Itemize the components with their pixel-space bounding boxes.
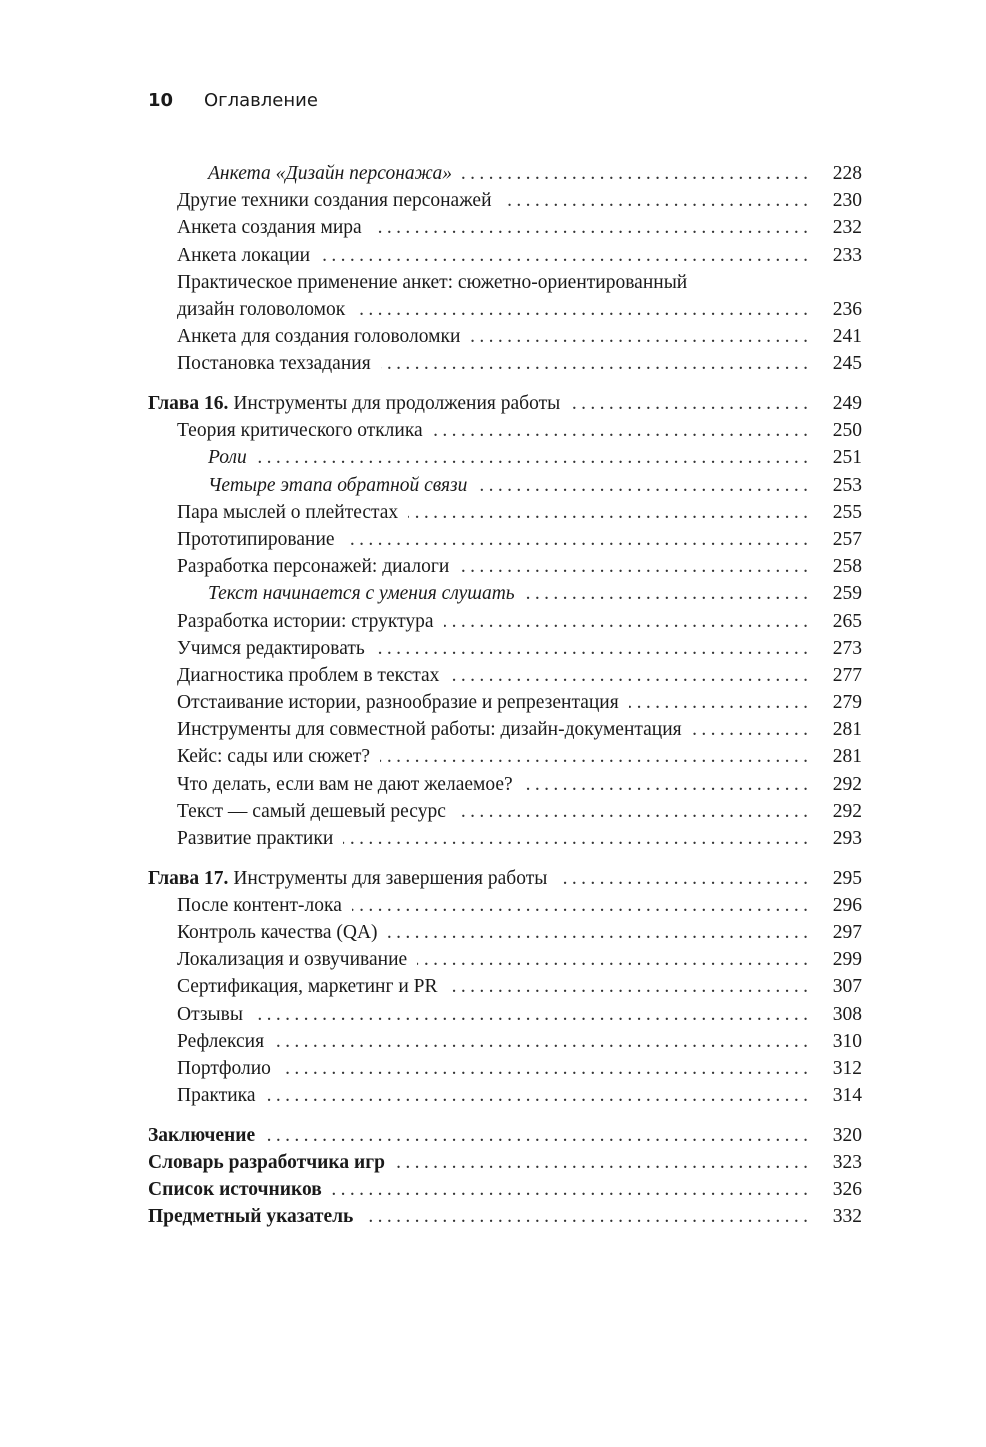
toc-entry[interactable] xyxy=(148,323,862,350)
toc-page-number: 245 xyxy=(832,353,862,375)
dot-leader xyxy=(253,1001,808,1028)
dot-leader xyxy=(381,350,808,377)
toc-entry[interactable] xyxy=(148,444,862,471)
toc-entry[interactable] xyxy=(148,472,862,499)
toc-entry-text: Текст — самый дешевый ресурс xyxy=(177,800,446,822)
dot-leader xyxy=(388,919,808,946)
toc-entry[interactable] xyxy=(148,892,862,919)
toc-entry-text: Разработка истории: структура xyxy=(177,610,434,632)
toc-page-number: 233 xyxy=(832,244,862,266)
toc-entry-text: Текст начинается с умения слушать xyxy=(208,583,515,605)
toc-entry-text: Анкета для создания головоломки xyxy=(177,326,461,348)
toc-page-number: 323 xyxy=(832,1152,862,1174)
toc-entry[interactable] xyxy=(148,825,862,852)
toc-entry-bold-label: Список источников xyxy=(148,1179,322,1201)
toc-entry-first-line: Практическое применение анкет: сюжетно-ориентированный xyxy=(177,271,688,293)
toc-entry-title xyxy=(148,1203,353,1230)
toc-group xyxy=(148,1122,862,1231)
toc-entry-text: Инструменты для продолжения работы xyxy=(228,393,561,414)
toc-entry-title xyxy=(177,892,342,919)
toc-entry-title xyxy=(177,798,446,825)
toc-entry-text: Диагностика проблем в текстах xyxy=(177,664,440,686)
toc-entry[interactable] xyxy=(148,1149,862,1176)
toc-entry-title xyxy=(177,1001,243,1028)
dot-leader xyxy=(372,214,808,241)
toc-entry[interactable] xyxy=(148,608,862,635)
toc-entry-text: Локализация и озвучивание xyxy=(177,949,408,971)
toc-entry-title xyxy=(177,716,682,743)
toc-entry-text: Что делать, если вам не дают желаемое? xyxy=(177,773,513,795)
toc-entry[interactable] xyxy=(148,1176,862,1203)
toc-entry-title xyxy=(177,242,310,269)
toc-page-number: 295 xyxy=(832,867,862,889)
dot-leader xyxy=(345,526,808,553)
toc-entry-title xyxy=(177,417,423,444)
toc-entry[interactable] xyxy=(148,214,862,241)
toc-entry[interactable] xyxy=(148,187,862,214)
toc-entry-text: Разработка персонажей: диалоги xyxy=(177,556,450,578)
toc-entry-text: Роли xyxy=(208,447,247,469)
toc-entry-bold-label: Предметный указатель xyxy=(148,1206,354,1228)
toc-page-number: 292 xyxy=(832,800,862,822)
toc-entry[interactable] xyxy=(148,1203,862,1230)
toc-entry-text: Кейс: сады или сюжет? xyxy=(177,746,371,768)
toc-page-number: 251 xyxy=(832,447,862,469)
toc-page-number: 257 xyxy=(832,528,862,550)
toc-entry-text: После контент-лока xyxy=(177,894,342,916)
dot-leader xyxy=(444,608,808,635)
dot-leader xyxy=(502,187,808,214)
toc-entry-title xyxy=(177,499,398,526)
toc-entry[interactable] xyxy=(148,865,862,892)
toc-entry[interactable] xyxy=(148,526,862,553)
toc-entry-text: Прототипирование xyxy=(177,528,335,550)
toc-entry[interactable] xyxy=(148,716,862,743)
dot-leader xyxy=(477,472,808,499)
toc-page-number: 236 xyxy=(832,298,862,320)
toc-page-number: 307 xyxy=(832,976,862,998)
running-header xyxy=(148,90,318,111)
toc-entry-title xyxy=(177,919,378,946)
toc-entry-text: Инструменты для завершения работы xyxy=(228,867,548,889)
toc-entry-text: Отзывы xyxy=(177,1003,243,1025)
toc-entry[interactable] xyxy=(148,662,862,689)
toc-entry-title xyxy=(148,865,547,892)
toc-page-number: 320 xyxy=(832,1124,862,1146)
toc-entry-title xyxy=(177,350,371,377)
toc-entry-text: Анкета создания мира xyxy=(177,217,362,239)
dot-leader xyxy=(417,946,808,973)
toc-entry-text: Анкета локации xyxy=(177,244,311,266)
running-title: Оглавление xyxy=(204,90,318,111)
toc-entry-bold-label: Глава 16. xyxy=(148,393,229,414)
toc-entry-title xyxy=(177,635,365,662)
toc-group xyxy=(148,865,862,1110)
toc-entry-title xyxy=(177,214,362,241)
toc-entry-bold-label: Заключение xyxy=(148,1124,256,1146)
toc-entry[interactable] xyxy=(148,350,862,377)
toc-entry[interactable] xyxy=(148,417,862,444)
toc-page-number: 241 xyxy=(832,326,862,348)
toc-entry-text: Развитие практики xyxy=(177,828,334,849)
toc-entry-title xyxy=(177,187,492,214)
dot-leader xyxy=(320,242,808,269)
toc-entry[interactable] xyxy=(148,553,862,580)
toc-page-number: 232 xyxy=(832,217,862,239)
toc-entry-text: Отстаивание истории, разнообразие и репрезентация xyxy=(177,692,619,714)
toc-entry-title xyxy=(177,973,438,1000)
toc-page-number: 281 xyxy=(832,719,862,741)
dot-leader xyxy=(570,390,808,417)
dot-leader xyxy=(274,1028,808,1055)
toc-entry-bold-label: Глава 17. xyxy=(148,867,229,889)
toc-page-number: 312 xyxy=(832,1058,862,1079)
toc-entry-title xyxy=(208,580,515,607)
dot-leader xyxy=(265,1122,808,1149)
toc-page-number: 310 xyxy=(832,1030,862,1052)
toc-entry[interactable] xyxy=(148,946,862,973)
dot-leader xyxy=(456,798,808,825)
toc-entry-title xyxy=(177,608,434,635)
toc-page-number: 230 xyxy=(832,190,862,212)
dot-leader xyxy=(375,635,808,662)
toc-entry[interactable] xyxy=(148,580,862,607)
toc-entry[interactable] xyxy=(148,973,862,1000)
dot-leader xyxy=(363,1203,808,1230)
dot-leader xyxy=(449,662,808,689)
toc-page-number: 293 xyxy=(832,828,862,849)
toc-entry[interactable] xyxy=(148,798,862,825)
toc-entry-title xyxy=(177,689,619,716)
toc-entry-title xyxy=(208,444,247,471)
toc-entry-text: Четыре этапа обратной связи xyxy=(208,474,468,496)
toc-page-number: 253 xyxy=(832,474,862,496)
toc-entry-title xyxy=(148,1149,385,1176)
toc-entry-text: Практика xyxy=(177,1085,256,1107)
toc-group xyxy=(148,390,862,852)
dot-leader xyxy=(332,1176,808,1203)
dot-leader xyxy=(257,444,808,471)
toc-page-number: 258 xyxy=(832,556,862,578)
dot-leader xyxy=(523,771,808,798)
toc-entry-text: Сертификация, маркетинг и PR xyxy=(177,976,438,998)
toc-page-number: 255 xyxy=(832,501,862,523)
toc-page-number: 308 xyxy=(832,1003,862,1025)
toc-entry-title xyxy=(177,1082,256,1109)
toc-page-number: 259 xyxy=(832,583,862,605)
dot-leader xyxy=(355,296,808,323)
dot-leader xyxy=(557,865,808,892)
dot-leader xyxy=(352,892,808,919)
toc-entry-text: Анкета «Дизайн персонажа» xyxy=(208,163,453,184)
toc-entry-title xyxy=(177,323,460,350)
toc-entry[interactable] xyxy=(148,743,862,770)
toc-entry-title xyxy=(177,296,345,323)
toc-entry[interactable] xyxy=(148,296,862,323)
dot-leader xyxy=(470,323,808,350)
toc-entry-title xyxy=(148,1122,255,1149)
toc-entry-text: Портфолио xyxy=(177,1058,271,1079)
dot-leader xyxy=(692,716,808,743)
toc-entry-text: Постановка техзадания xyxy=(177,353,371,375)
dot-leader xyxy=(462,160,808,187)
dot-leader xyxy=(281,1055,808,1082)
toc-entry-text: Другие техники создания персонажей xyxy=(177,190,492,212)
toc-page-number: 265 xyxy=(832,610,862,632)
toc-page-number: 296 xyxy=(832,894,862,916)
toc-entry[interactable] xyxy=(148,1028,862,1055)
toc-entry[interactable] xyxy=(148,1001,862,1028)
toc-entry-title xyxy=(208,160,452,187)
toc-entry-title xyxy=(177,825,333,852)
toc-page-number: 326 xyxy=(832,1179,862,1201)
toc-entry-title xyxy=(177,662,439,689)
dot-leader xyxy=(629,689,808,716)
toc-entry-title xyxy=(177,1028,264,1055)
toc-page-number: 314 xyxy=(832,1085,862,1107)
dot-leader xyxy=(525,580,808,607)
dot-leader xyxy=(433,417,808,444)
toc-page-number: 332 xyxy=(832,1206,862,1228)
dot-leader xyxy=(380,743,808,770)
dot-leader xyxy=(343,825,808,852)
dot-leader xyxy=(266,1082,809,1109)
toc-entry-title xyxy=(177,526,335,553)
page-number: 10 xyxy=(148,90,174,111)
toc-entry[interactable] xyxy=(148,771,862,798)
toc-page-number: 250 xyxy=(832,420,862,442)
toc-entry-text: дизайн головоломок xyxy=(177,298,346,320)
toc-page-number: 281 xyxy=(832,746,862,768)
toc-entry[interactable] xyxy=(148,160,862,187)
toc-entry-text: Теория критического отклика xyxy=(177,420,423,442)
toc-entry-text: Инструменты для совместной работы: дизайн-документация xyxy=(177,719,682,741)
toc-page-number: 228 xyxy=(832,163,862,184)
toc-entry-title xyxy=(177,553,449,580)
toc-entry-text: Контроль качества (QA) xyxy=(177,922,378,944)
toc-entry[interactable] xyxy=(148,390,862,417)
toc-page-number: 292 xyxy=(832,773,862,795)
dot-leader xyxy=(459,553,808,580)
toc-page-number: 299 xyxy=(832,949,862,971)
toc-entry[interactable] xyxy=(148,1055,862,1082)
toc-page-number: 279 xyxy=(832,692,862,714)
dot-leader xyxy=(408,499,808,526)
toc-page-number: 277 xyxy=(832,664,862,686)
toc-entry-title xyxy=(208,472,467,499)
toc-page-number: 297 xyxy=(832,922,862,944)
dot-leader xyxy=(448,973,808,1000)
toc-entry[interactable] xyxy=(148,499,862,526)
toc-entry[interactable] xyxy=(148,1082,862,1109)
dot-leader xyxy=(395,1149,808,1176)
toc-entry[interactable] xyxy=(148,635,862,662)
toc-entry[interactable] xyxy=(148,689,862,716)
toc-entry[interactable] xyxy=(148,242,862,269)
toc-entry-title xyxy=(177,743,370,770)
toc-entry-bold-label: Словарь разработчика игр xyxy=(148,1152,385,1174)
table-of-contents xyxy=(148,160,862,1243)
toc-entry-text: Учимся редактировать xyxy=(177,637,365,659)
toc-group xyxy=(148,160,862,378)
toc-entry[interactable] xyxy=(148,919,862,946)
toc-entry-title xyxy=(148,390,560,417)
toc-entry-text: Рефлексия xyxy=(177,1030,265,1052)
toc-entry-title xyxy=(177,946,407,973)
toc-entry[interactable] xyxy=(148,1122,862,1149)
toc-entry-title xyxy=(177,771,513,798)
toc-entry-title xyxy=(177,1055,271,1082)
toc-entry-title xyxy=(148,1176,322,1203)
toc-entry-text: Пара мыслей о плейтестах xyxy=(177,501,399,523)
toc-page-number: 249 xyxy=(832,393,862,414)
toc-page-number: 273 xyxy=(832,637,862,659)
